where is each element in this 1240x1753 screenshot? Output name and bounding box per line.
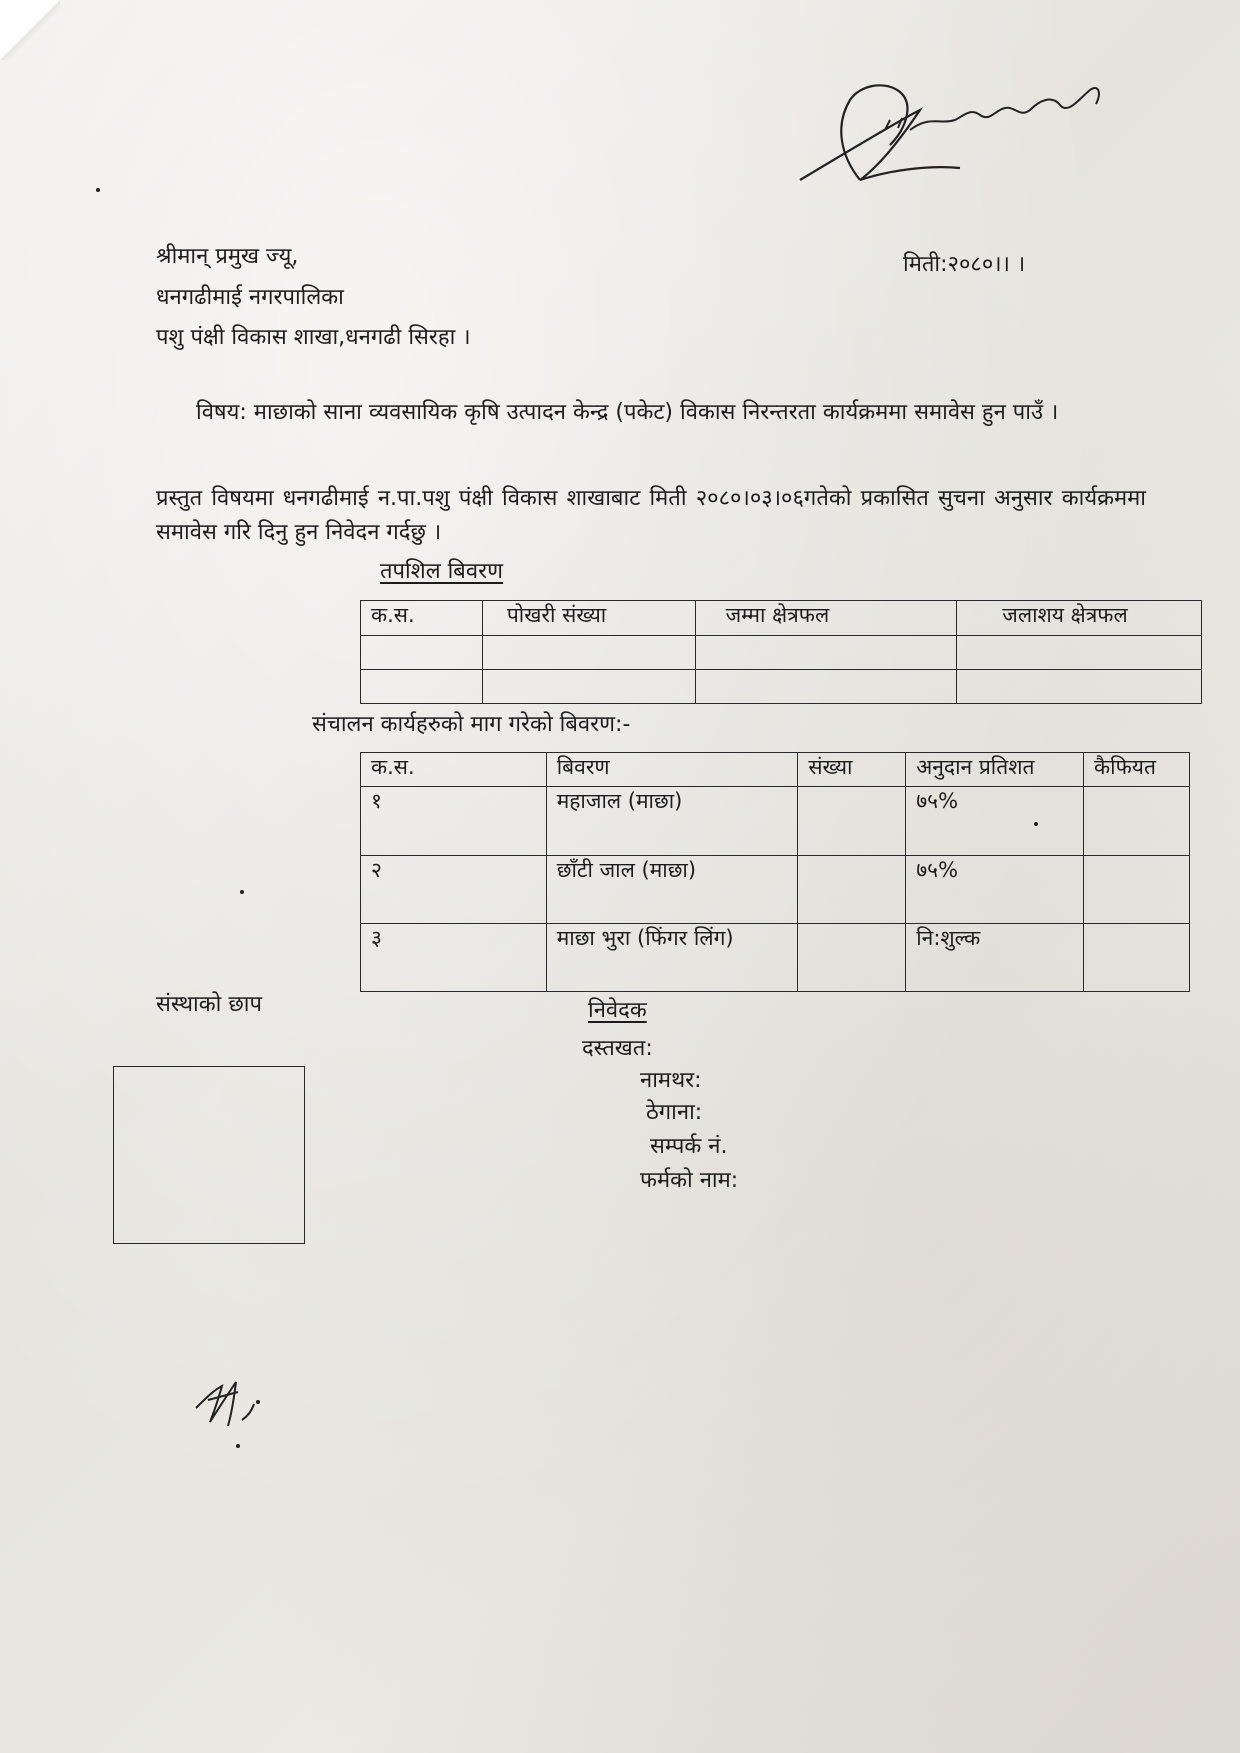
applicant-firm: फर्मको नाम: (640, 1168, 739, 1193)
addressee-line-2: धनगढीमाई नगरपालिका (156, 285, 344, 310)
table-row (361, 636, 1202, 670)
demand-header-count: संख्या (798, 753, 906, 787)
row-2-count (798, 856, 906, 924)
table-row (361, 924, 1190, 992)
applicant-title: निवेदक (588, 998, 647, 1023)
addressee-line-1: श्रीमान् प्रमुख ज्यू, (156, 244, 299, 269)
paper-fold (0, 0, 60, 60)
demand-table (360, 752, 1190, 992)
addressee-line-3: पशु पंक्षी विकास शाखा,धनगढी सिरहा । (156, 325, 471, 350)
row-2-desc: छाँटी जाल (माछा) (546, 856, 798, 924)
row-3-sn: ३ (361, 924, 547, 992)
details-table-title: तपशिल बिवरण (380, 559, 503, 584)
details-table-header (361, 601, 1202, 636)
signature-bottom (188, 1360, 268, 1440)
body-paragraph: प्रस्तुत विषयमा धनगढीमाई न.पा.पशु पंक्षी विकास शाखाबाट मिती २०८०।०३।०६गतेको प्रकासित सुचना अनुसार कार्यक्रममा समावेस गरि दिनु हुन निवेदन गर्दछु । (156, 486, 1146, 545)
demand-header-remarks: कैफियत (1084, 753, 1190, 787)
row-1-subsidy: ७५% (906, 787, 1084, 856)
stamp-label: संस्थाको छाप (156, 992, 262, 1017)
details-table (360, 600, 1202, 704)
row-1-desc: महाजाल (माछा) (546, 787, 798, 856)
details-header-ponds: पोखरी संख्या (482, 601, 695, 636)
applicant-address: ठेगाना: (646, 1100, 703, 1125)
applicant-name: नामथर: (640, 1068, 702, 1093)
row-2-sn: २ (361, 856, 547, 924)
row-1-remarks (1084, 787, 1190, 856)
demand-header-subsidy: अनुदान प्रतिशत (906, 753, 1084, 787)
row-1-sn: १ (361, 787, 547, 856)
details-header-water-area: जलाशय क्षेत्रफल (957, 601, 1202, 636)
details-header-total-area: जम्मा क्षेत्रफल (695, 601, 957, 636)
demand-table-title: संचालन कार्यहरुको माग गरेको बिवरण:- (312, 712, 631, 737)
stamp-box (113, 1066, 305, 1244)
details-header-sn: क.स. (361, 601, 483, 636)
demand-header-desc: बिवरण (546, 753, 798, 787)
ink-speck (236, 1444, 240, 1448)
subject: विषय: माछाको साना व्यवसायिक कृषि उत्पादन केन्द्र (पकेट) विकास निरन्तरता कार्यक्रममा समावेस हुन पाउँ । (196, 400, 1059, 425)
row-3-remarks (1084, 924, 1190, 992)
row-2-subsidy: ७५% (906, 856, 1084, 924)
row-2-remarks (1084, 856, 1190, 924)
table-row (361, 856, 1190, 924)
table-row (361, 670, 1202, 704)
ink-speck (240, 890, 244, 894)
ink-speck (1034, 822, 1038, 826)
date: मिती:२०८०।। । (903, 252, 1026, 277)
demand-header-sn: क.स. (361, 753, 547, 787)
signature-top (790, 70, 1120, 200)
row-1-count (798, 787, 906, 856)
row-3-desc: माछा भुरा (फिंगर लिंग) (546, 924, 798, 992)
demand-table-header (361, 753, 1190, 787)
row-3-subsidy: नि:शुल्क (906, 924, 1084, 992)
applicant-signature: दस्तखत: (582, 1036, 653, 1061)
table-row (361, 787, 1190, 856)
row-3-count (798, 924, 906, 992)
ink-speck (96, 188, 100, 192)
applicant-contact: सम्पर्क नं. (650, 1134, 728, 1159)
